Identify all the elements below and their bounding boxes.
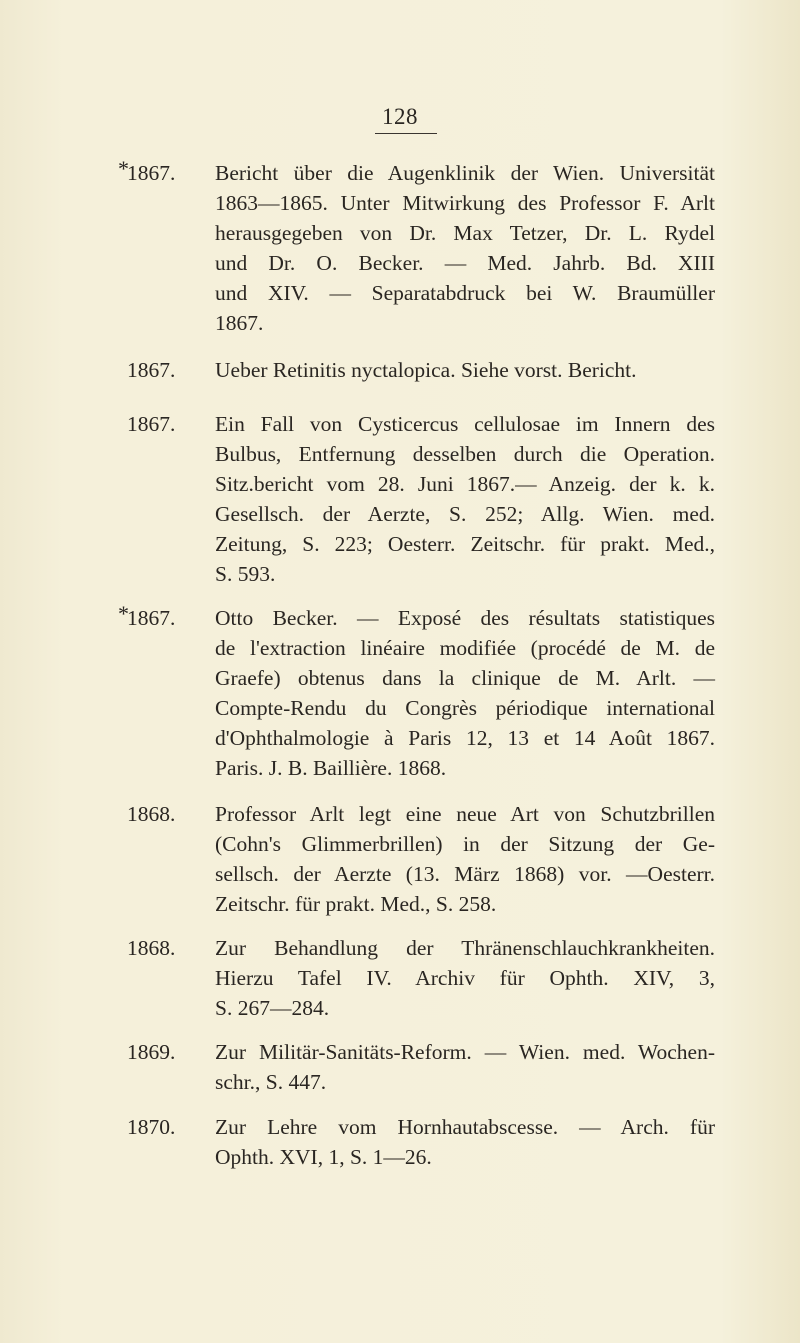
entry-line: Zur Militär-Sanitäts-Reform. — Wien. med. Wochen- <box>215 1040 715 1064</box>
entry-year: 1867. <box>127 161 176 185</box>
entry-line: S. 593. <box>215 562 276 586</box>
entry-line: sellsch. der Aerzte (13. März 1868) vor. —Oesterr. <box>215 862 715 886</box>
entry-line: 1863—1865. Unter Mitwirkung des Professor F. Arlt <box>215 191 715 215</box>
entry-line: Ophth. XVI, 1, S. 1—26. <box>215 1145 432 1169</box>
entry-year: 1867. <box>127 358 176 382</box>
entry-line: Bulbus, Entfernung desselben durch die Operation. <box>215 442 715 466</box>
entry-line: herausgegeben von Dr. Max Tetzer, Dr. L. Rydel <box>215 221 715 245</box>
entry-line: Ueber Retinitis nyctalopica. Siehe vorst. Bericht. <box>215 358 637 382</box>
entry-line: S. 267—284. <box>215 996 330 1020</box>
entry-line: Paris. J. B. Baillière. 1868. <box>215 756 447 780</box>
entry-line: Zeitung, S. 223; Oesterr. Zeitschr. für prakt. Med., <box>215 532 715 556</box>
entry-line: (Cohn's Glimmerbrillen) in der Sitzung der Ge- <box>215 832 715 856</box>
entry-asterisk: * <box>118 601 129 626</box>
entry-line: Graefe) obtenus dans la clinique de M. Arlt. — <box>215 666 715 690</box>
entry-text <box>215 933 715 1023</box>
entry-text <box>215 1112 715 1172</box>
entry-year: 1868. <box>127 802 176 826</box>
entry-line: und Dr. O. Becker. — Med. Jahrb. Bd. XIII <box>215 251 715 275</box>
entry-line: Professor Arlt legt eine neue Art von Schutzbrillen <box>215 802 715 826</box>
page-number-rule <box>375 133 437 134</box>
entry-line: Zeitschr. für prakt. Med., S. 258. <box>215 892 497 916</box>
entry-text <box>215 409 715 589</box>
entry-year: 1869. <box>127 1040 176 1064</box>
entry-line: Gesellsch. der Aerzte, S. 252; Allg. Wien. med. <box>215 502 715 526</box>
entry-line: Hierzu Tafel IV. Archiv für Ophth. XIV, 3, <box>215 966 715 990</box>
entry-line: Bericht über die Augenklinik der Wien. Universität <box>215 161 715 185</box>
entry-line: Sitz.bericht vom 28. Juni 1867.— Anzeig. der k. k. <box>215 472 715 496</box>
entry-line: Ein Fall von Cysticercus cellulosae im Innern des <box>215 412 715 436</box>
entry-text <box>215 1037 715 1097</box>
entry-year: 1868. <box>127 936 176 960</box>
entry-asterisk: * <box>118 156 129 181</box>
page-number: 128 <box>382 104 418 129</box>
entry-line: d'Ophthalmologie à Paris 12, 13 et 14 Août 1867. <box>215 726 715 750</box>
entry-year: 1870. <box>127 1115 176 1139</box>
entry-line: und XIV. — Separatabdruck bei W. Braumüller <box>215 281 715 305</box>
entry-line: Zur Behandlung der Thränenschlauchkrankheiten. <box>215 936 715 960</box>
entry-text <box>215 799 715 919</box>
entry-line: Compte-Rendu du Congrès périodique international <box>215 696 715 720</box>
entry-line: 1867. <box>215 311 264 335</box>
entry-text <box>215 355 715 385</box>
entry-line: Otto Becker. — Exposé des résultats statistiques <box>215 606 715 630</box>
entry-text <box>215 603 715 783</box>
entry-line: Zur Lehre vom Hornhautabscesse. — Arch. für <box>215 1115 715 1139</box>
entry-line: de l'extraction linéaire modifiée (procédé de M. de <box>215 636 715 660</box>
entry-year: 1867. <box>127 412 176 436</box>
entry-text <box>215 158 715 338</box>
entry-line: schr., S. 447. <box>215 1070 327 1094</box>
entry-year: 1867. <box>127 606 176 630</box>
